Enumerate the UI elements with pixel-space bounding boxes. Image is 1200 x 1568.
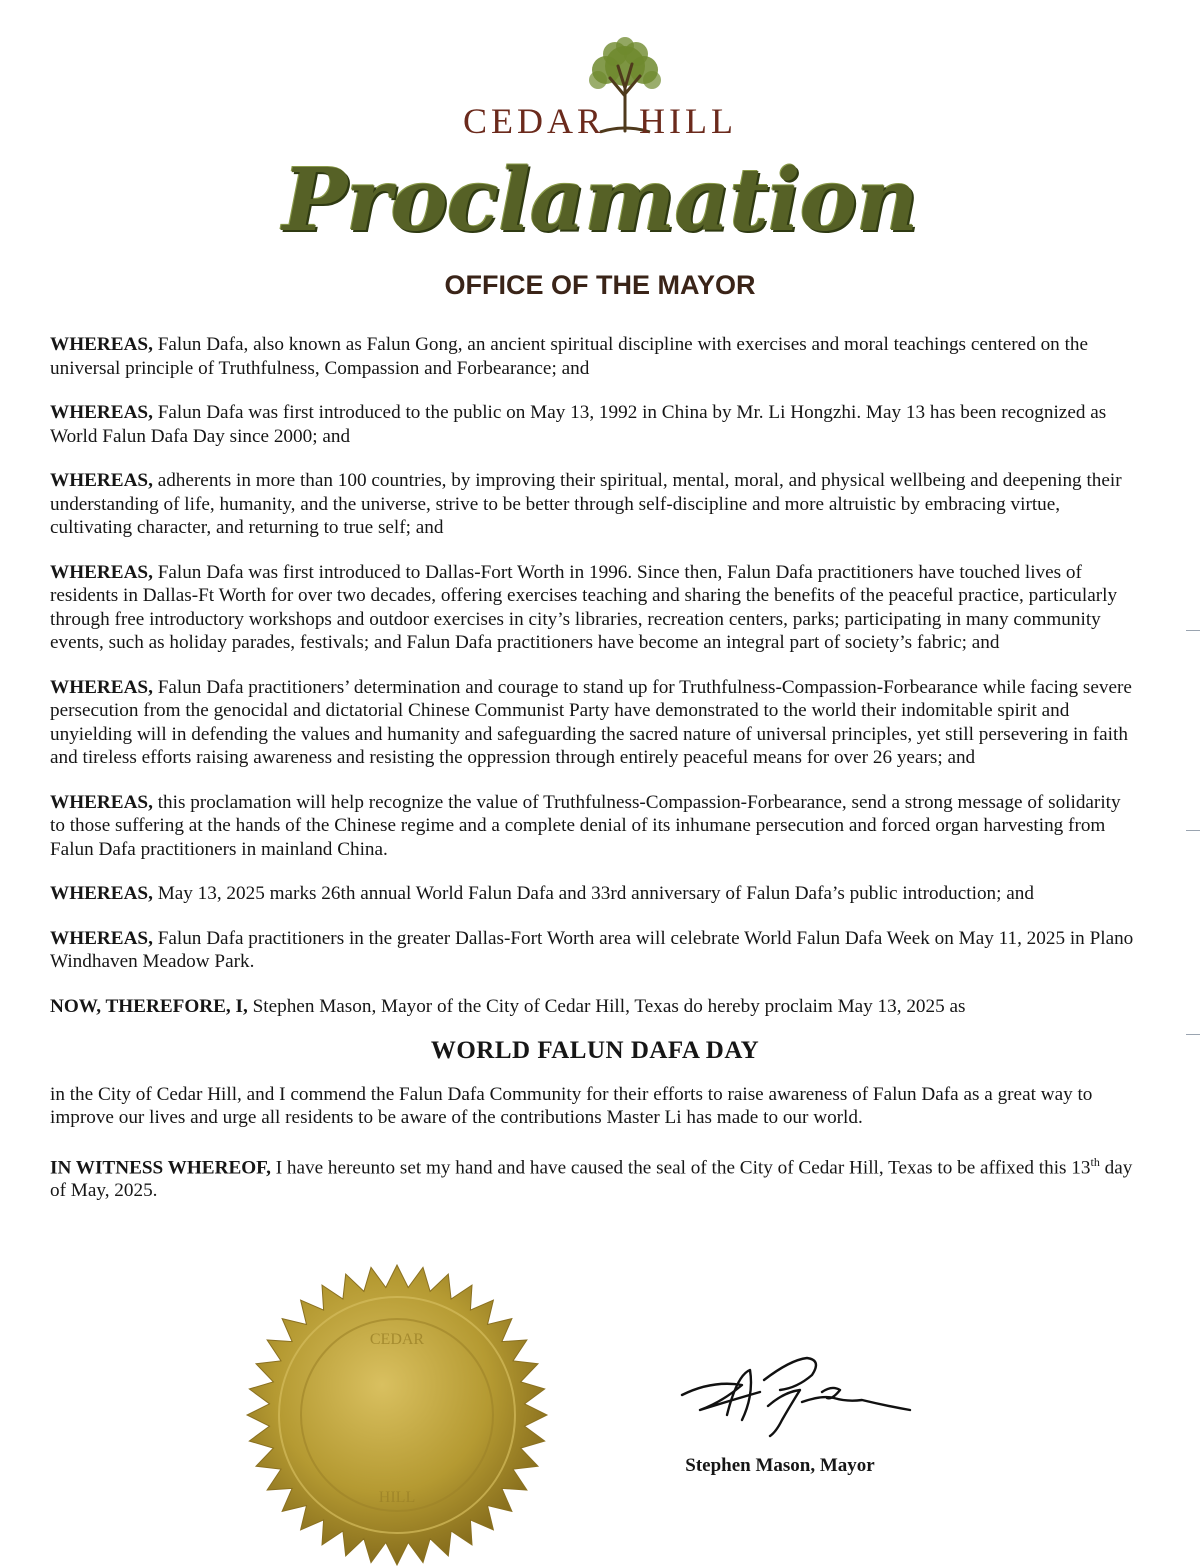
witness-text-end: day of May, 2025. bbox=[50, 1156, 1133, 1202]
proclaimed-day-title: WORLD FALUN DAFA DAY bbox=[430, 1037, 760, 1064]
paragraph-lead: WHEREAS, bbox=[50, 470, 153, 491]
city-logo-wordmark bbox=[0, 100, 1200, 142]
logo-word-left: CEDAR bbox=[463, 101, 606, 141]
seal-inscription-top: CEDAR bbox=[369, 1331, 425, 1348]
proclamation-title: Proclamation bbox=[282, 150, 918, 251]
logo-word-right: HILL bbox=[639, 101, 737, 141]
mayor-signature bbox=[672, 1340, 922, 1440]
paragraph-text: Falun Dafa, also known as Falun Gong, an ancient spiritual discipline with exercises and moral teachings centered on the universal principle of Truthfulness, Compassion and Forbearance; and bbox=[50, 334, 1089, 379]
gold-city-seal bbox=[244, 1262, 550, 1568]
paragraph-lead: WHEREAS, bbox=[50, 402, 153, 423]
paragraph-lead: WHEREAS, bbox=[50, 791, 153, 813]
paragraph-lead: WHEREAS, bbox=[50, 927, 153, 949]
signer-name: Stephen Mason, Mayor bbox=[685, 1455, 875, 1476]
whereas-paragraph bbox=[50, 401, 1140, 448]
paragraph-text: Falun Dafa was first introduced to the public on May 13, 1992 in China by Mr. Li Hongzhi. May 13 has been recognized as World Falun Dafa Day since 2000; and bbox=[50, 402, 1107, 447]
paragraph-lead: WHEREAS, bbox=[50, 561, 153, 583]
proclamation-body bbox=[50, 333, 1140, 1203]
whereas-paragraph bbox=[50, 791, 1140, 862]
office-heading: OFFICE OF THE MAYOR bbox=[444, 270, 756, 300]
therefore-paragraph bbox=[50, 995, 1140, 1019]
witness-text: I have hereunto set my hand and have caused the seal of the City of Cedar Hill, Texas to be affixed this 13 bbox=[270, 1156, 1091, 1178]
paragraph-lead: WHEREAS, bbox=[50, 676, 153, 698]
witness-paragraph bbox=[50, 1151, 1140, 1203]
paragraph-text: this proclamation will help recognize the value of Truthfulness-Compassion-Forbearance, send a strong message of solidarity to those suffering at the hands of the Chinese regime and a complete denial of its inhumane persecution and forced organ harvesting from Falun Dafa practitioners in mainland China. bbox=[50, 791, 1121, 860]
whereas-paragraph bbox=[50, 469, 1140, 540]
paragraph-text: Falun Dafa practitioners in the greater Dallas-Fort Worth area will celebrate World Falun Dafa Week on May 11, 2025 in Plano Windhaven Meadow Park. bbox=[50, 927, 1134, 972]
paragraph-lead: WHEREAS, bbox=[50, 334, 153, 355]
paragraph-text: Falun Dafa was first introduced to Dallas-Fort Worth in 1996. Since then, Falun Dafa practitioners have touched lives of residents in Dallas-Ft Worth for over two decades, offering exercises teaching and sharing the benefits of the peaceful practice, particularly through free introductory workshops and outdoor exercises in city’s libraries, recreation centers, parks; participating in many community events, such as holiday parades, festivals; and Falun Dafa practitioners have become an integral part of society’s fabric; and bbox=[50, 561, 1118, 653]
whereas-paragraph bbox=[50, 882, 1140, 906]
whereas-paragraph bbox=[50, 927, 1140, 974]
scan-edge-mark bbox=[1186, 830, 1200, 831]
paragraph-text: May 13, 2025 marks 26th annual World Falun Dafa and 33rd anniversary of Falun Dafa’s public introduction; and bbox=[152, 883, 1034, 904]
whereas-paragraph bbox=[50, 561, 1140, 655]
paragraph-text: Falun Dafa practitioners’ determination and courage to stand up for Truthfulness-Compassion-Forbearance while facing severe persecution from the genocidal and dictatorial Chinese Communist Party have demonstrated to the world their indomitable spirit and unyielding will in defending the values and humanity and safeguarding the sacred nature of universal principles, yet still persevering in faith and tireless efforts raising awareness and resisting the oppression through entirely peaceful means for over 26 years; and bbox=[50, 676, 1132, 768]
paragraph-text: Stephen Mason, Mayor of the City of Cedar Hill, Texas do hereby proclaim May 13, 2025 as bbox=[247, 995, 966, 1017]
seal-inscription-bottom: HILL bbox=[378, 1489, 416, 1506]
paragraph-lead: NOW, THEREFORE, I, bbox=[50, 995, 248, 1017]
paragraph-lead: WHEREAS, bbox=[50, 883, 153, 904]
whereas-paragraph bbox=[50, 333, 1140, 380]
witness-lead: IN WITNESS WHEREOF, bbox=[50, 1156, 271, 1178]
scan-edge-mark bbox=[1186, 630, 1200, 631]
commend-paragraph: in the City of Cedar Hill, and I commend the Falun Dafa Community for their efforts to raise awareness of Falun Dafa as a great way to improve our lives and urge all residents to be aware of the contributions Master Li has made to our world. bbox=[50, 1083, 1093, 1128]
whereas-paragraph bbox=[50, 676, 1140, 770]
ordinal-suffix: th bbox=[1090, 1154, 1100, 1169]
paragraph-text: adherents in more than 100 countries, by improving their spiritual, mental, moral, and physical wellbeing and deepening their understanding of life, humanity, and the universe, strive to be better through self-discipline and more altruistic by embracing virtue, cultivating character, and returning to true self; and bbox=[50, 470, 1122, 538]
scan-edge-mark bbox=[1186, 1034, 1200, 1035]
